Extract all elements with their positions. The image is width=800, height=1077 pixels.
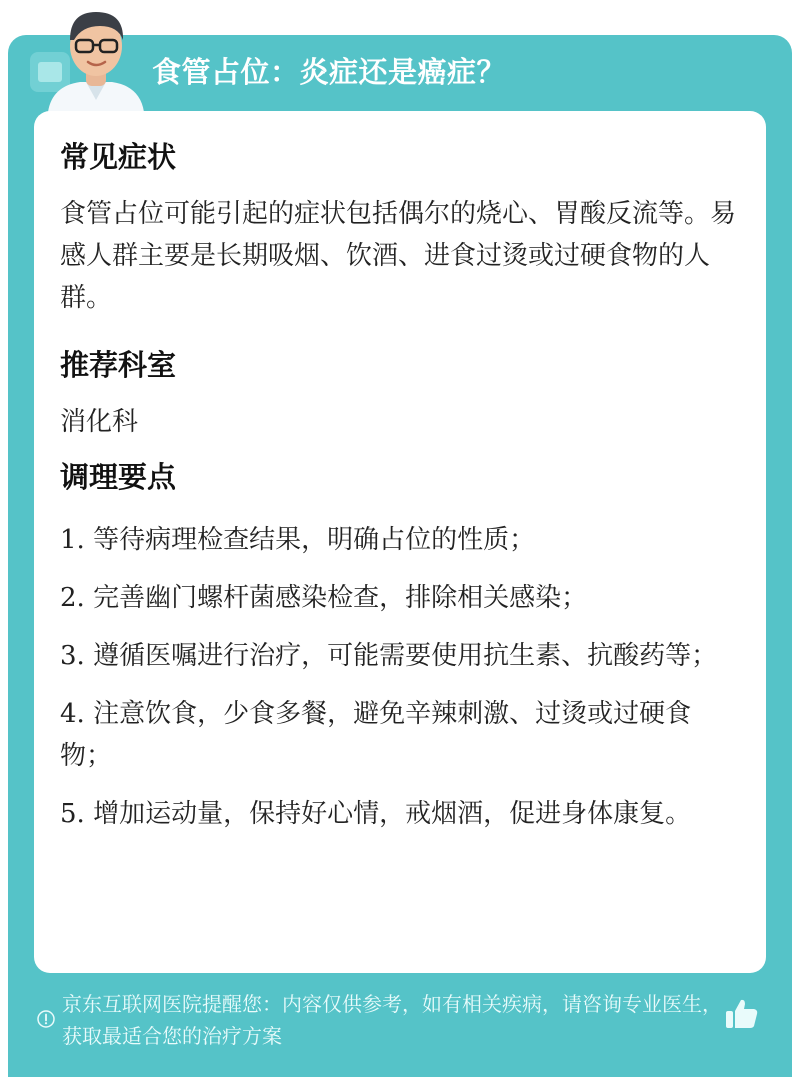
thumbs-up-icon[interactable]: [724, 996, 760, 1032]
list-item-number: 1.: [60, 525, 85, 555]
info-icon: [37, 1010, 55, 1028]
list-item: [60, 577, 740, 619]
symptoms-text: 食管占位可能引起的症状包括偶尔的烧心、胃酸反流等。易感人群主要是长期吸烟、饮酒、进食过烫或过硬食物的人群。: [60, 199, 737, 313]
list-item: [60, 693, 740, 777]
department-text: 消化科: [60, 407, 139, 437]
list-item-text: 遵循医嘱进行治疗，可能需要使用抗生素、抗酸药等；: [93, 641, 718, 671]
care-heading: 调理要点: [60, 460, 177, 494]
doctor-avatar-icon: [30, 0, 160, 112]
department-heading: 推荐科室: [60, 348, 177, 382]
content-card: [34, 111, 766, 973]
list-item: [60, 793, 740, 835]
list-item-text: 等待病理检查结果，明确占位的性质；: [93, 525, 536, 555]
page-title: 食管占位：炎症还是癌症？: [152, 55, 507, 89]
symptoms-heading: 常见症状: [60, 140, 177, 174]
list-item-number: 2.: [60, 583, 85, 613]
list-item-number: 5.: [60, 799, 85, 829]
disclaimer-text: 京东互联网医院提醒您：内容仅供参考，如有相关疾病，请咨询专业医生，获取最适合您的治疗方案: [62, 992, 722, 1048]
list-item-text: 注意饮食，少食多餐，避免辛辣刺激、过烫或过硬食物；: [60, 699, 692, 771]
list-item-text: 增加运动量，保持好心情，戒烟酒，促进身体康复。: [93, 799, 692, 829]
list-item-text: 完善幽门螺杆菌感染检查，排除相关感染；: [93, 583, 588, 613]
list-item-number: 4.: [60, 699, 85, 729]
list-item: [60, 635, 740, 677]
list-item-number: 3.: [60, 641, 85, 671]
content-body: [60, 133, 740, 851]
list-item: [60, 519, 740, 561]
